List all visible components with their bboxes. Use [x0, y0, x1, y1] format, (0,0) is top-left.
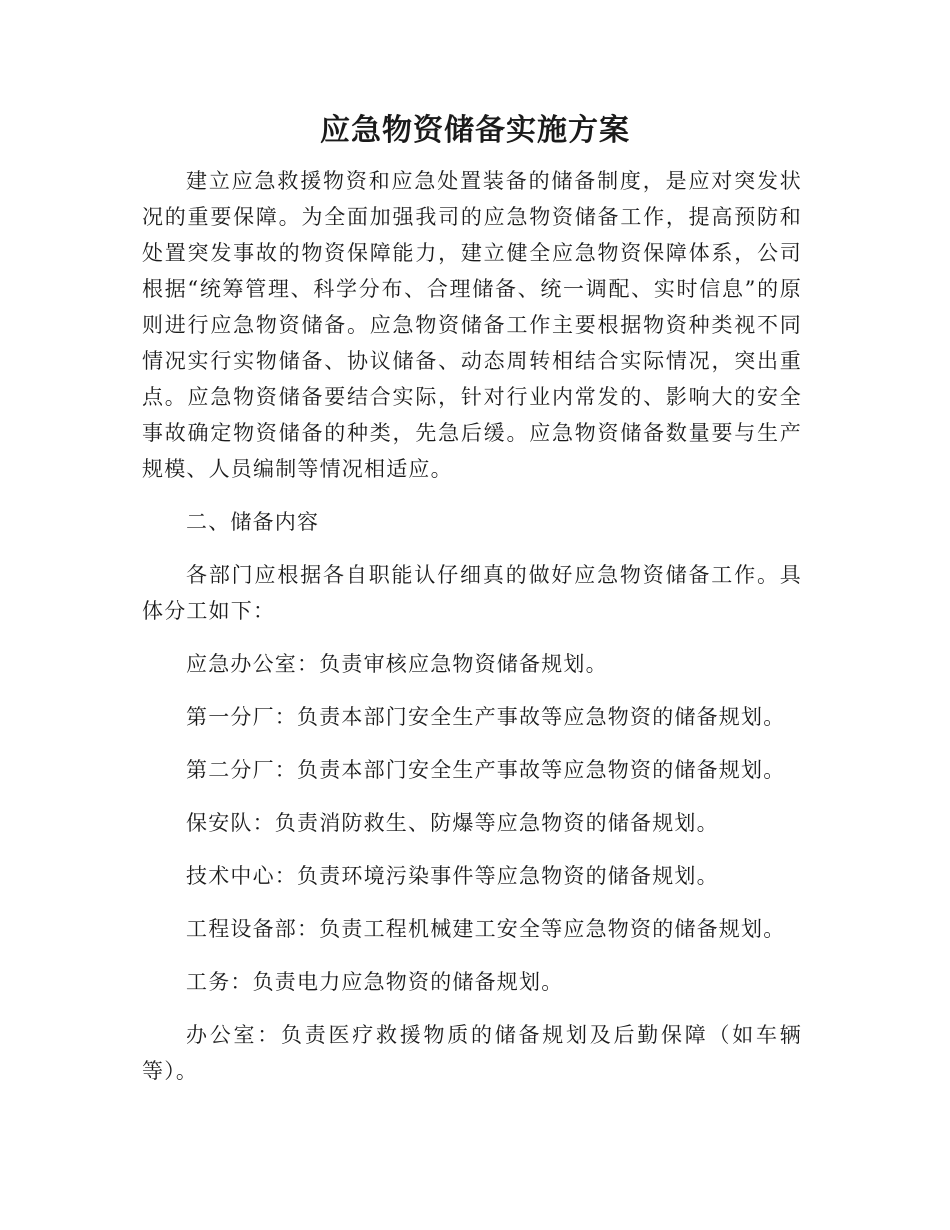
duty-item-general-office: 办公室：负责医疗救援物质的储备规划及后勤保障（如车辆等）。 — [142, 1023, 802, 1083]
duty-item-security-team: 保安队：负责消防救生、防爆等应急物资的储备规划。 — [186, 811, 719, 835]
duty-item-engineering-equipment: 工程设备部：负责工程机械建工安全等应急物资的储备规划。 — [186, 917, 786, 941]
duty-item-second-branch-factory: 第二分厂：负责本部门安全生产事故等应急物资的储备规划。 — [186, 758, 786, 782]
intro-paragraph: 建立应急救援物资和应急处置装备的储备制度，是应对突发状况的重要保障。为全面加强我司的应急物资储备工作，提高预防和处置突发事故的物资保障能力，建立健全应急物资保障体系，公司根据“统筹管理、科学分布、合理储备、统一调配、实时信息”的原则进行应急物资储备。应急物资储备工作主要根据物资种类视不同情况实行实物储备、协议储备、动态周转相结合实际情况，突出重点。应急物资储备要结合实际，针对行业内常发的、影响大的安全事故确定物资储备的种类，先急后缓。应急物资储备数量要与生产规模、人员编制等情况相适应。 — [142, 169, 802, 481]
duty-item-technology-center: 技术中心：负责环境污染事件等应急物资的储备规划。 — [186, 864, 719, 888]
duty-item-first-branch-factory: 第一分厂：负责本部门安全生产事故等应急物资的储备规划。 — [186, 705, 786, 729]
document-body — [142, 163, 802, 1089]
division-of-work-paragraph: 各部门应根据各自职能认仔细真的做好应急物资储备工作。具体分工如下： — [142, 563, 802, 623]
duty-item-emergency-office: 应急办公室：负责审核应急物资储备规划。 — [186, 652, 608, 676]
document-title: 应急物资储备实施方案 — [320, 113, 630, 148]
section-heading-reserve-content: 二、储备内容 — [186, 510, 320, 534]
duty-item-works-affairs: 工务：负责电力应急物资的储备规划。 — [186, 970, 564, 994]
